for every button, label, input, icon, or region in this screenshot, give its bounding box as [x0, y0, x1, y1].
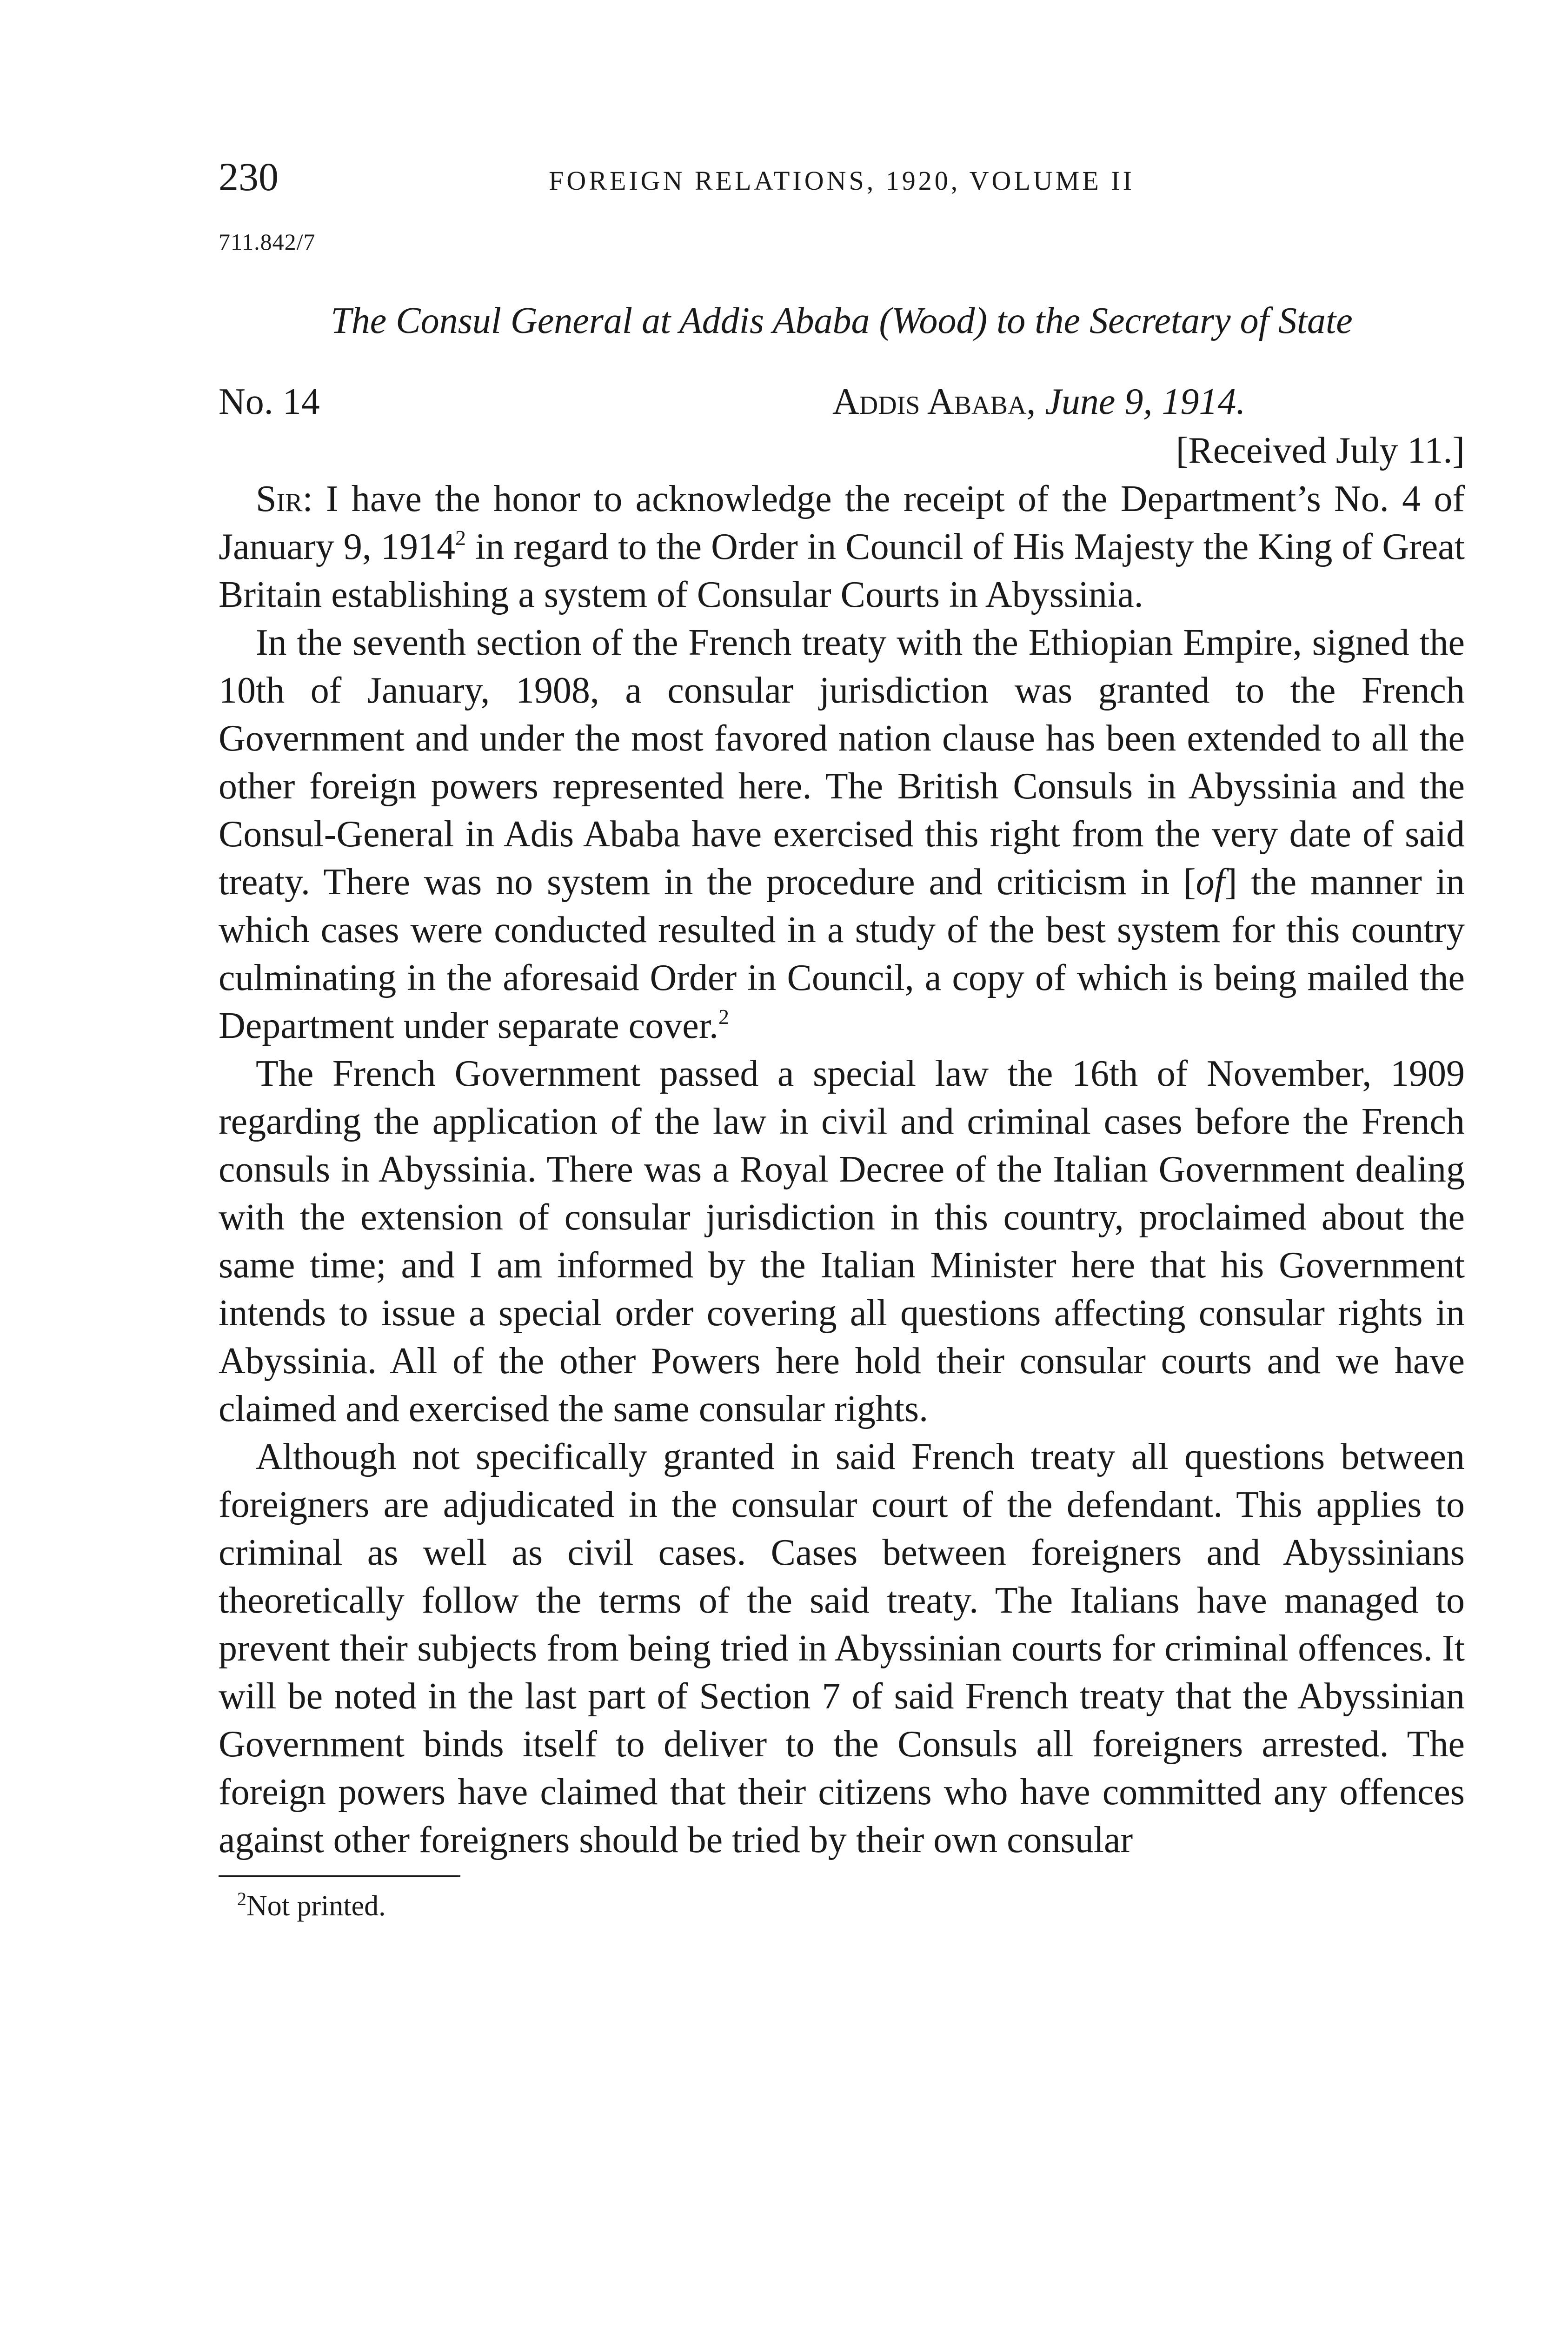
paragraph-2-text-b: ] the manner in which cases were conducted resulted in a study of the best system for this country culminating in the aforesaid Order in Council, a copy of which is being mailed the Department under separate cover. — [219, 862, 1465, 1046]
document-page — [219, 153, 1465, 1925]
file-number: 711.842/7 — [219, 229, 316, 255]
paragraph-1-text-a: : I have the honor to acknowledge the receipt of the Department’s No. 4 of January 9, 1914 — [219, 478, 1465, 567]
received-date: [Received July 11.] — [1176, 430, 1465, 471]
paragraph-3: The French Government passed a special law the 16th of November, 1909 regarding the application of the law in civil and criminal cases before the French consuls in Abyssinia. There was a Royal Decree of the Italian Government dealing with the extension of consular jurisdiction in this country, proclaimed about the same time; and I am informed by the Italian Minister here that his Government intends to issue a special order covering all questions affecting consular rights in Abyssinia. All of the other Powers here hold their consular courts and we have claimed and exercised the same consular rights. — [219, 1053, 1465, 1429]
page-header — [219, 153, 1465, 219]
place-and-date — [832, 378, 1245, 426]
paragraph-4: Although not specifically granted in said French treaty all questions between foreigners are adjudicated in the consular court of the defendant. This applies to criminal as well as civil cases. Cases between foreigners and Abyssinians theoretically follow the terms of the said treaty. The Italians have managed to prevent their subjects from being tried in Abyssinian courts for criminal offences. It will be noted in the last part of Section 7 of said French treaty that the Abyssinian Government binds itself to deliver to the Consuls all foreigners arrested. The foreign powers have claimed that their citizens who have committed any offences against other foreigners should be tried by their own consular — [219, 1436, 1465, 1860]
footnote-text: Not printed. — [246, 1890, 386, 1922]
dateline-date: June 9, 1914. — [1045, 381, 1246, 422]
paragraph-1-text-b: in regard to the Order in Council of His Majesty the King of Great Britain establishing a system of Consular Courts in Abyssinia. — [219, 526, 1465, 615]
footnote-divider — [219, 1875, 460, 1877]
paragraph-2-text-a: In the seventh section of the French treaty with the Ethiopian Empire, signed the 10th of January, 1908, a consular jurisdiction was granted to the French Government and under the most favored nation clause has been extended to all the other foreign powers represented here. The British Consuls in Abyssinia and the Consul-General in Adis Ababa have exercised this right from the very date of said treaty. There was no system in the procedure and criticism in [ — [219, 622, 1465, 903]
salutation: Sir — [256, 478, 303, 519]
page-number: 230 — [219, 154, 279, 199]
dateline — [219, 378, 1465, 475]
editorial-insertion: of — [1196, 862, 1225, 903]
footnote-marker: 2 — [237, 1888, 246, 1909]
paragraph-2 — [219, 619, 1465, 1050]
dateline-place: Addis Ababa, — [832, 381, 1036, 422]
footnote-ref: 2 — [455, 526, 466, 550]
paragraph-1 — [219, 475, 1465, 619]
document-title: The Consul General at Addis Ababa (Wood) to the Secretary of State — [331, 300, 1353, 341]
running-head: FOREIGN RELATIONS, 1920, VOLUME II — [549, 166, 1135, 196]
letter-body — [219, 475, 1465, 1864]
footnote — [237, 1887, 1465, 1925]
document-number: No. 14 — [219, 381, 320, 422]
footnote-ref: 2 — [718, 1005, 730, 1029]
